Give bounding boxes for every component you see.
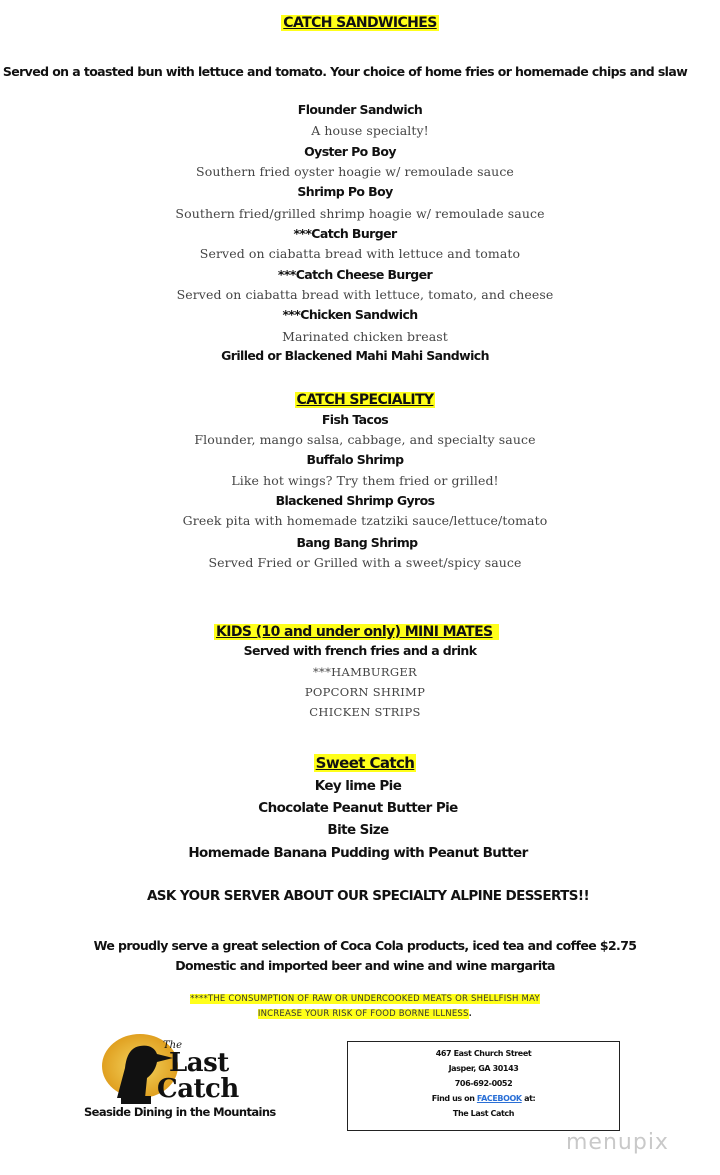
warning-line: ****THE CONSUMPTION OF RAW OR UNDERCOOKED MEATS OR SHELLFISH MAY [190,994,540,1004]
logo-word-catch: Catch [157,1074,239,1104]
section-heading: Sweet Catch [315,754,415,772]
menu-item-desc: A house specialty! [311,123,429,138]
find-us-prefix: Find us on [431,1094,477,1103]
facebook-line [348,1091,619,1106]
menu-item-desc: Flounder, mango salsa, cabbage, and specialty sauce [194,432,536,447]
alpine-desserts-note: ASK YOUR SERVER ABOUT OUR SPECIALTY ALPINE DESSERTS!! [146,888,590,904]
menu-item-desc: Served on ciabatta bread with lettuce, tomato, and cheese [176,287,554,302]
logo-tagline: Seaside Dining in the Mountains [84,1105,276,1119]
dessert-item: Homemade Banana Pudding with Peanut Butter [188,845,528,861]
address-city: Jasper, GA 30143 [448,1064,519,1073]
menupix-watermark: menupix [566,1130,669,1155]
menu-item-name: Fish Tacos [321,412,389,427]
dessert-item: Key lime Pie [314,778,402,794]
restaurant-logo [95,1028,245,1108]
menu-item-name: Blackened Shrimp Gyros [275,493,435,508]
menu-item-name: ***Chicken Sandwich [282,307,418,322]
dessert-heading-row [5,753,720,772]
facebook-link[interactable]: FACEBOOK [476,1094,522,1103]
menu-item-desc: Served Fried or Grilled with a sweet/spicy sauce [208,555,522,570]
facebook-page-name: The Last Catch [452,1109,515,1118]
menu-item-desc: Marinated chicken breast [282,329,448,344]
address-street: 467 East Church Street [435,1049,532,1058]
kids-intro: Served with french fries and a drink [243,643,477,658]
menu-item-name: Shrimp Po Boy [297,184,393,199]
dessert-item: Chocolate Peanut Butter Pie [258,800,458,816]
dessert-item: Bite Size [327,822,389,838]
sandwiches-heading-row [0,12,720,31]
address-phone: 706-692-0052 [454,1079,513,1088]
menu-item-name: Flounder Sandwich [297,102,423,117]
menu-item-desc: Served on ciabatta bread with lettuce and tomato [199,246,521,261]
menu-item-name: ***Catch Burger [293,226,397,241]
drinks-line: We proudly serve a great selection of Coca Cola products, iced tea and coffee $2.75 [93,938,637,953]
sandwiches-intro: Served on a toasted bun with lettuce and tomato. Your choice of home fries or homemade chips and slaw [2,64,688,79]
warning-line: INCREASE YOUR RISK OF FOOD BORNE ILLNESS [257,1009,469,1019]
menu-item-desc: Southern fried/grilled shrimp hoagie w/ remoulade sauce [175,206,545,221]
kids-heading-row [214,621,499,640]
sandwiches-intro-row [0,61,690,80]
section-heading: KIDS (10 and under only) MINI MATES [214,624,499,640]
menu-item-desc: Southern fried oyster hoagie w/ remoulade sauce [196,164,514,179]
kids-menu-item: CHICKEN STRIPS [309,705,421,719]
food-safety-warning [5,992,720,1022]
logo-word-last: Last [169,1048,229,1078]
menu-item-name: ***Catch Cheese Burger [277,267,433,282]
speciality-heading-row [5,389,720,408]
menu-item-name: Bang Bang Shrimp [296,535,418,550]
contact-box [347,1041,620,1131]
warning-period: . [468,1009,473,1019]
find-us-suffix: at: [521,1094,536,1103]
menu-item-name: Oyster Po Boy [304,144,396,159]
menu-item-name: Buffalo Shrimp [306,452,404,467]
kids-menu-item: POPCORN SHRIMP [304,685,426,699]
menu-item-name: Grilled or Blackened Mahi Mahi Sandwich [221,348,489,363]
kids-menu-item: ***HAMBURGER [312,665,417,679]
menu-item-desc: Like hot wings? Try them fried or grilled! [231,473,499,488]
drinks-line: Domestic and imported beer and wine and wine margarita [175,958,555,973]
section-heading: CATCH SANDWICHES [283,15,437,31]
menu-item-desc: Greek pita with homemade tzatziki sauce/lettuce/tomato [182,513,548,528]
logo-the: The [163,1040,183,1051]
section-heading: CATCH SPECIALITY [296,392,434,408]
